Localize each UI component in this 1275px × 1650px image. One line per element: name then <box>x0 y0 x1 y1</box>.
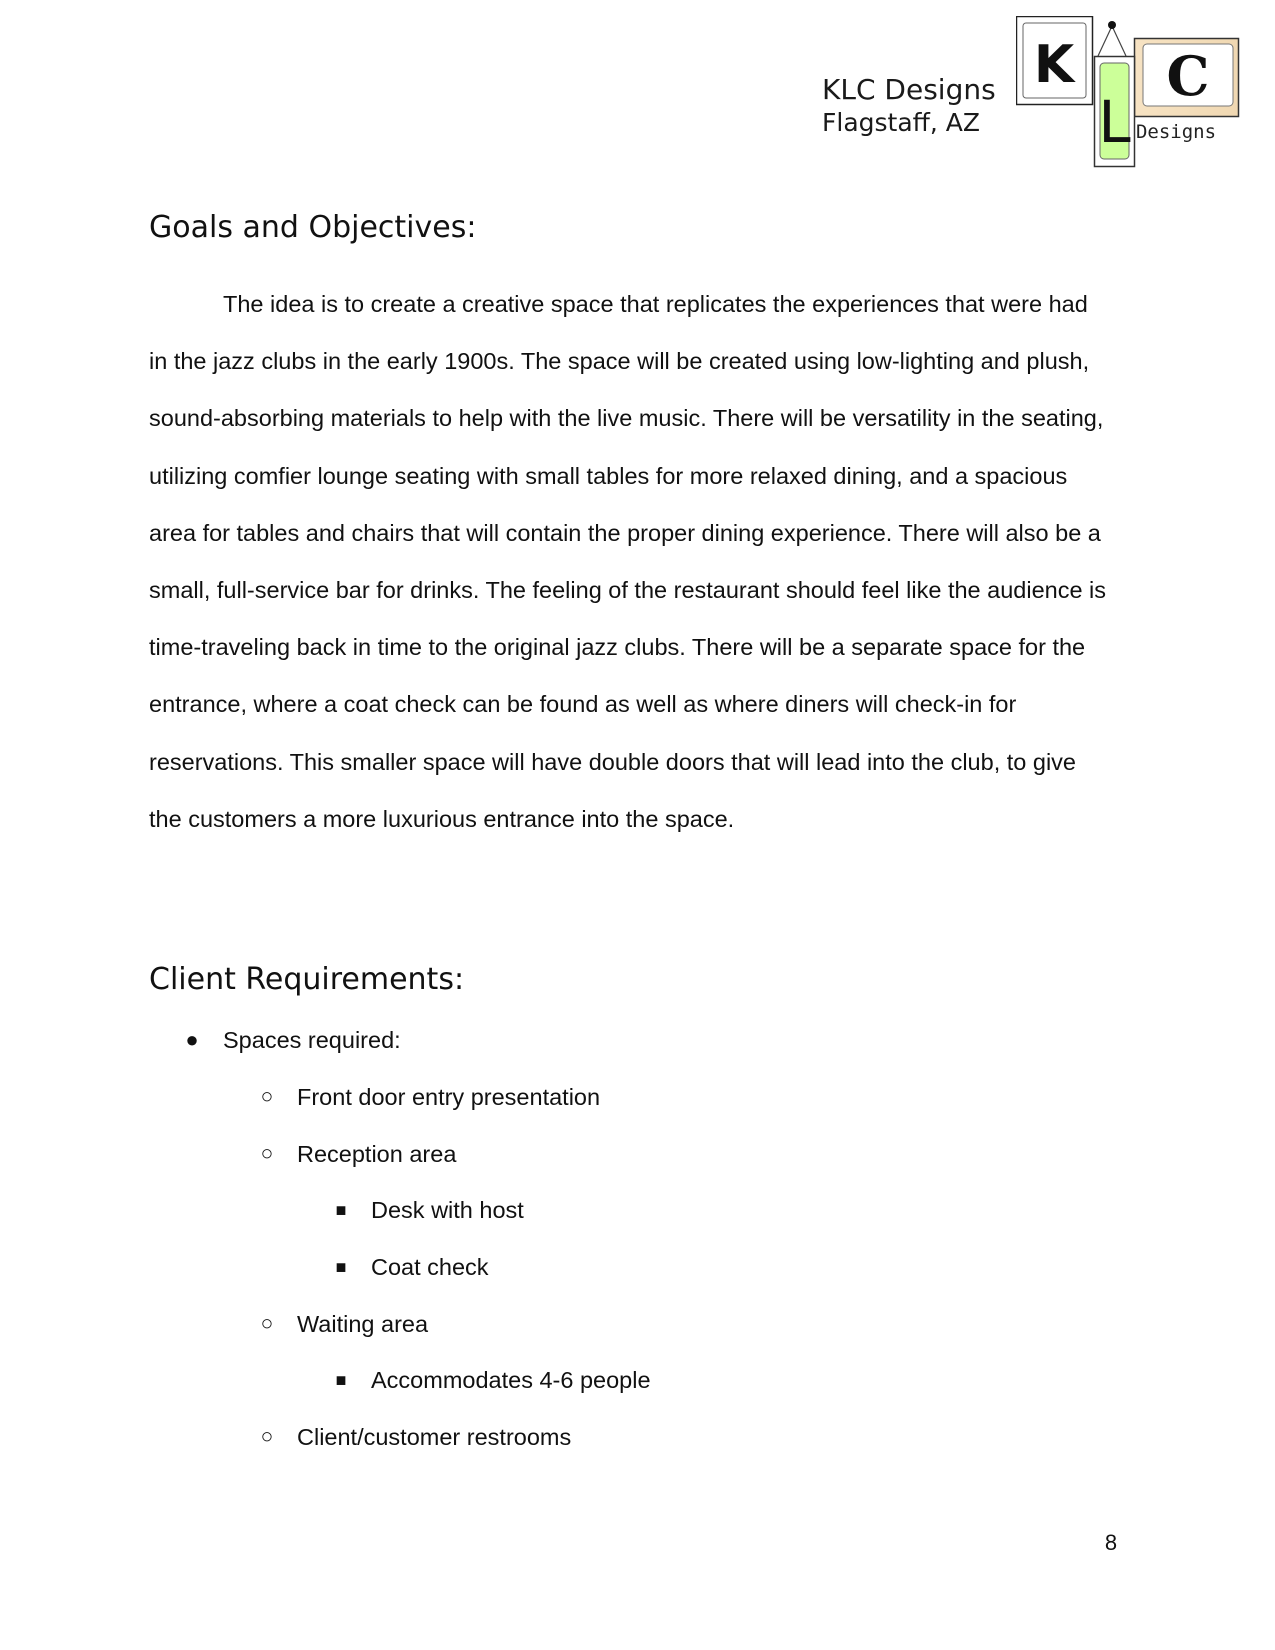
requirement-text: Reception area <box>297 1141 457 1167</box>
requirements-list-item <box>149 1250 489 1284</box>
company-location: Flagstaff, AZ <box>822 108 981 137</box>
requirement-text: Desk with host <box>371 1197 524 1223</box>
logo-letter-c: C <box>1166 44 1210 108</box>
company-header <box>822 72 1012 138</box>
requirement-text: Spaces required: <box>223 1027 401 1053</box>
logo-caption: Designs <box>1135 121 1217 143</box>
square-bullet-icon: ■ <box>335 1257 347 1277</box>
square-bullet-icon: ■ <box>335 1370 347 1390</box>
page-number: 8 <box>1104 1530 1118 1555</box>
requirements-list-item <box>149 1137 456 1171</box>
hollow-bullet-icon: ○ <box>260 1085 274 1108</box>
requirement-text: Coat check <box>371 1254 489 1280</box>
logo-hanger-dot <box>1108 21 1116 29</box>
klc-logo <box>1016 16 1240 168</box>
requirement-text: Accommodates 4-6 people <box>371 1367 651 1393</box>
hollow-bullet-icon: ○ <box>260 1142 274 1165</box>
goals-heading: Goals and Objectives: <box>149 210 477 245</box>
logo-hanger-right <box>1112 26 1126 56</box>
company-name: KLC Designs <box>822 73 996 106</box>
goals-paragraph: The idea is to create a creative space that replicates the experiences that were had in the jazz clubs in the early 1900s. The space will be created using low-lighting and plush, sound-absorbing materials to help with the live music. There will be versatility in the seating, utilizing comfier lounge seating with small tables for more relaxed dining, and a spacious area for tables and chairs that will contain the proper dining experience. There will also be a small, full-service bar for drinks. The feeling of the restaurant should feel like the audience is time-traveling back in time to the original jazz clubs. There will be a separate space for the entrance, where a coat check can be found as well as where diners will check-in for reservations. This smaller space will have double doors that will lead into the club, to give the customers a more luxurious entrance into the space. <box>149 291 1107 832</box>
logo-letter-l: L <box>1098 88 1131 156</box>
client-requirements-heading: Client Requirements: <box>149 962 465 997</box>
square-bullet-icon: ■ <box>335 1200 347 1220</box>
requirement-text: Client/customer restrooms <box>297 1424 572 1450</box>
logo-letter-k: K <box>1033 35 1075 95</box>
requirement-text: Waiting area <box>297 1311 429 1337</box>
hollow-bullet-icon: ○ <box>260 1312 274 1335</box>
solid-bullet-icon: ● <box>185 1027 199 1052</box>
requirements-list-item <box>149 1307 428 1341</box>
requirement-text: Front door entry presentation <box>297 1084 601 1110</box>
requirements-list-item <box>149 1023 401 1057</box>
requirements-list-item <box>149 1363 651 1397</box>
logo-hanger-left <box>1098 26 1112 56</box>
requirements-list-item <box>149 1420 571 1454</box>
hollow-bullet-icon: ○ <box>260 1425 274 1448</box>
requirements-list-item <box>149 1080 600 1114</box>
requirements-list-item <box>149 1193 524 1227</box>
